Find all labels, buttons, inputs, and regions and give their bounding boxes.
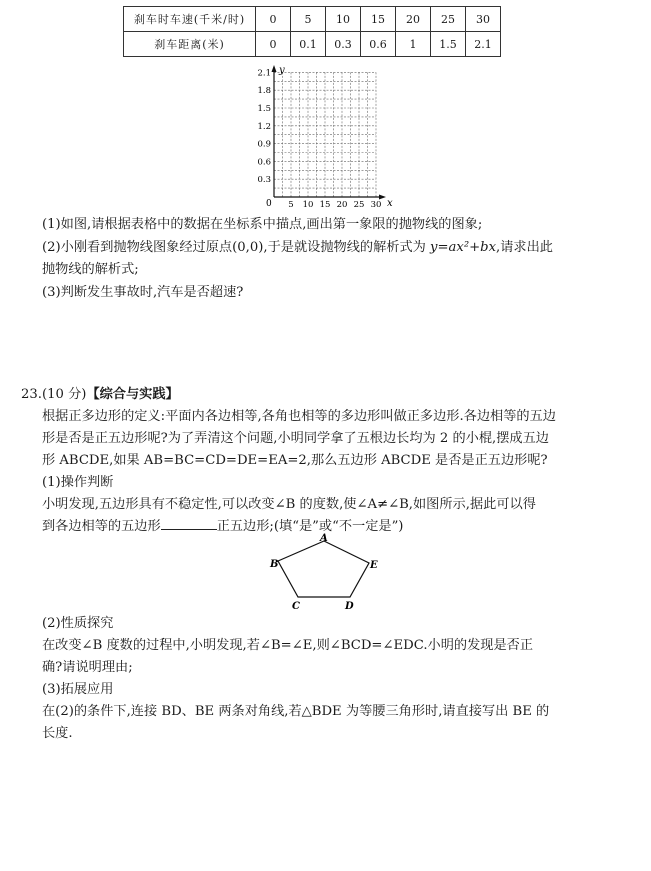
x-tick-label: 25 [353,200,365,210]
q23-part1-line1: 小明发现,五边形具有不稳定性,可以改变∠B 的度数,使∠A≠∠B,如图所示,据此可以得 [42,497,536,512]
q23-part2-line1: 在改变∠B 度数的过程中,小明发现,若∠B=∠E,则∠BCD=∠EDC.小明的发现是否正 [42,638,534,653]
q22-part3: (3)判断发生事故时,汽车是否超速? [42,285,244,300]
origin-label: 0 [266,199,272,209]
vertex-label-A: A [320,533,328,544]
q22-part2-text-b: ,请求出此 [496,240,553,255]
x-tick-label: 20 [336,200,348,210]
y-tick-label: 1.8 [257,86,271,97]
q22-part2-line1 [42,237,553,258]
q23-number: 23. [21,387,42,402]
y-tick-label: 0.9 [257,139,271,150]
table-cell: 25 [431,7,466,32]
q23-part1-text-b: 正五边形;(填“是”或“不一定是”) [216,519,404,534]
x-tick-label: 30 [370,200,382,210]
q23-part3-line1: 在(2)的条件下,连接 BD、BE 两条对角线,若△BDE 为等腰三角形时,请直接写出 BE 的 [42,704,550,719]
table-cell: 10 [326,7,361,32]
table-cell: 1 [396,32,431,57]
q23-part3-line2: 长度. [42,726,73,741]
q22-part1: (1)如图,请根据表格中的数据在坐标系中描点,画出第一象限的抛物线的图象; [42,217,483,232]
q23-part1-text-a: 到各边相等的五边形 [42,519,161,534]
q23-intro-line3: 形 ABCDE,如果 AB=BC=CD=DE=EA=2,那么五边形 ABCDE 是否是正五边形呢? [42,453,548,468]
table-cell: 2.1 [466,32,501,57]
y-tick-label: 0.6 [257,157,271,168]
table-cell: 0.1 [291,32,326,57]
y-tick-label: 1.2 [257,121,271,132]
pentagon-figure [266,533,384,613]
vertex-label-B: B [270,559,279,570]
q23-intro-line1: 根据正多边形的定义:平面内各边相等,各角也相等的多边形叫做正多边形.各边相等的五边 [42,409,556,424]
q23-tag: 【综合与实践】 [86,387,179,402]
q23-heading [21,384,179,405]
y-tick-label: 2.1 [257,68,271,79]
table-cell: 1.5 [431,32,466,57]
x-tick-label: 10 [302,200,314,210]
y-tick-label: 0.3 [257,175,271,186]
x-tick-labels [288,200,381,210]
y-axis-arrow-icon [272,65,277,72]
y-tick-label: 1.5 [257,104,271,114]
grid-lines [274,72,376,197]
x-tick-label: 15 [319,200,331,210]
table-header-distance: 刹车距离(米) [124,32,256,57]
data-table [123,6,501,57]
pentagon-shape [278,541,369,597]
vertex-label-C: C [292,601,300,612]
x-axis-arrow-icon [379,195,386,200]
vertex-label-E: E [370,560,378,571]
q23-part2-title: (2)性质探究 [42,616,114,631]
table-cell: 0 [256,32,291,57]
answer-blank[interactable] [161,517,217,530]
table-row-distance [124,32,501,57]
table-cell: 0.6 [361,32,396,57]
table-cell: 0.3 [326,32,361,57]
table-row-speed [124,7,501,32]
x-axis-label: x [387,198,393,209]
y-tick-labels [257,68,271,185]
table-cell: 0 [256,7,291,32]
table-cell: 15 [361,7,396,32]
q23-score: (10 分) [41,387,87,402]
table-cell: 30 [466,7,501,32]
x-tick-label: 5 [288,200,294,210]
q22-part2-text-a: (2)小刚看到抛物线图象经过原点(0,0),于是就设抛物线的解析式为 [42,240,431,255]
table-header-speed: 刹车时车速(千米/时) [124,7,256,32]
coordinate-grid [250,62,400,210]
table-cell: 5 [291,7,326,32]
q23-intro-line2: 形是否是正五边形呢?为了弄清这个问题,小明同学拿了五根边长均为 2 的小棍,摆成五边 [42,431,549,446]
q23-part2-line2: 确?请说明理由; [42,660,133,675]
q23-part1-title: (1)操作判断 [42,475,114,490]
q22-part2-formula: y=ax²+bx [430,240,497,255]
q23-part3-title: (3)拓展应用 [42,682,114,697]
table-cell: 20 [396,7,431,32]
vertex-label-D: D [345,601,354,612]
q22-part2-line2: 抛物线的解析式; [42,262,139,277]
y-axis-label: y [279,65,285,76]
